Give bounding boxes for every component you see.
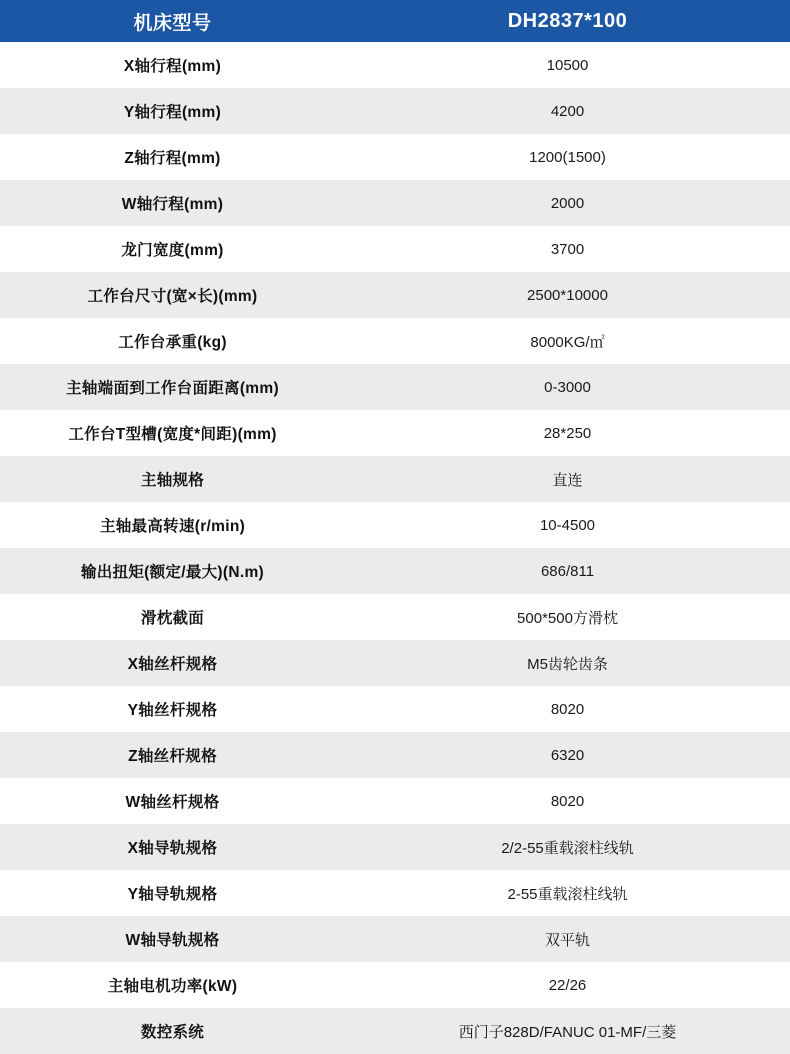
table-row [0,226,790,272]
spec-value: 686/811 [345,548,790,594]
spec-label: 主轴电机功率(kW) [0,962,345,1008]
spec-value: 500*500方滑枕 [345,594,790,640]
spec-label: 数控系统 [0,1008,345,1054]
table-row [0,870,790,916]
spec-value: 2000 [345,180,790,226]
table-row [0,318,790,364]
table-row [0,364,790,410]
table-row [0,824,790,870]
spec-value: 0-3000 [345,364,790,410]
table-row [0,778,790,824]
spec-value: 2-55重载滚柱线轨 [345,870,790,916]
table-header-row [0,0,790,42]
spec-value: 1200(1500) [345,134,790,180]
table-row [0,272,790,318]
header-cell-model-value: DH2837*100 [345,0,790,42]
spec-value: 4200 [345,88,790,134]
spec-value: 直连 [345,456,790,502]
spec-value: 28*250 [345,410,790,456]
spec-label: Z轴行程(mm) [0,134,345,180]
spec-label: W轴丝杆规格 [0,778,345,824]
spec-label: W轴导轨规格 [0,916,345,962]
spec-label: 工作台T型槽(宽度*间距)(mm) [0,410,345,456]
table-row [0,548,790,594]
spec-label: W轴行程(mm) [0,180,345,226]
spec-value: 10-4500 [345,502,790,548]
spec-label: 滑枕截面 [0,594,345,640]
spec-value: 6320 [345,732,790,778]
spec-label: 主轴端面到工作台面距离(mm) [0,364,345,410]
spec-label: X轴丝杆规格 [0,640,345,686]
table-row [0,502,790,548]
table-row [0,594,790,640]
spec-value: 2/2-55重载滚柱线轨 [345,824,790,870]
table-row [0,962,790,1008]
spec-value: 3700 [345,226,790,272]
spec-value: 双平轨 [345,916,790,962]
spec-label: Y轴导轨规格 [0,870,345,916]
spec-label: Z轴丝杆规格 [0,732,345,778]
spec-label: X轴导轨规格 [0,824,345,870]
table-row [0,732,790,778]
table-row [0,180,790,226]
table-row [0,410,790,456]
spec-label: 工作台尺寸(宽×长)(mm) [0,272,345,318]
table-row [0,1008,790,1054]
table-row [0,42,790,88]
spec-label: 主轴规格 [0,456,345,502]
table-row [0,134,790,180]
table-row [0,686,790,732]
spec-value: 西门子828D/FANUC 01-MF/三菱 [345,1008,790,1054]
spec-value: 22/26 [345,962,790,1008]
table-row [0,916,790,962]
spec-value: 8020 [345,778,790,824]
spec-label: 工作台承重(kg) [0,318,345,364]
table-row [0,88,790,134]
spec-value: 10500 [345,42,790,88]
spec-label: X轴行程(mm) [0,42,345,88]
table-row [0,640,790,686]
table-row [0,456,790,502]
spec-label: 龙门宽度(mm) [0,226,345,272]
spec-value: 2500*10000 [345,272,790,318]
header-cell-model-label: 机床型号 [0,0,345,42]
spec-value: M5齿轮齿条 [345,640,790,686]
spec-label: 输出扭矩(额定/最大)(N.m) [0,548,345,594]
spec-label: 主轴最高转速(r/min) [0,502,345,548]
spec-label: Y轴行程(mm) [0,88,345,134]
spec-value: 8000KG/㎡ [345,318,790,364]
spec-value: 8020 [345,686,790,732]
spec-label: Y轴丝杆规格 [0,686,345,732]
